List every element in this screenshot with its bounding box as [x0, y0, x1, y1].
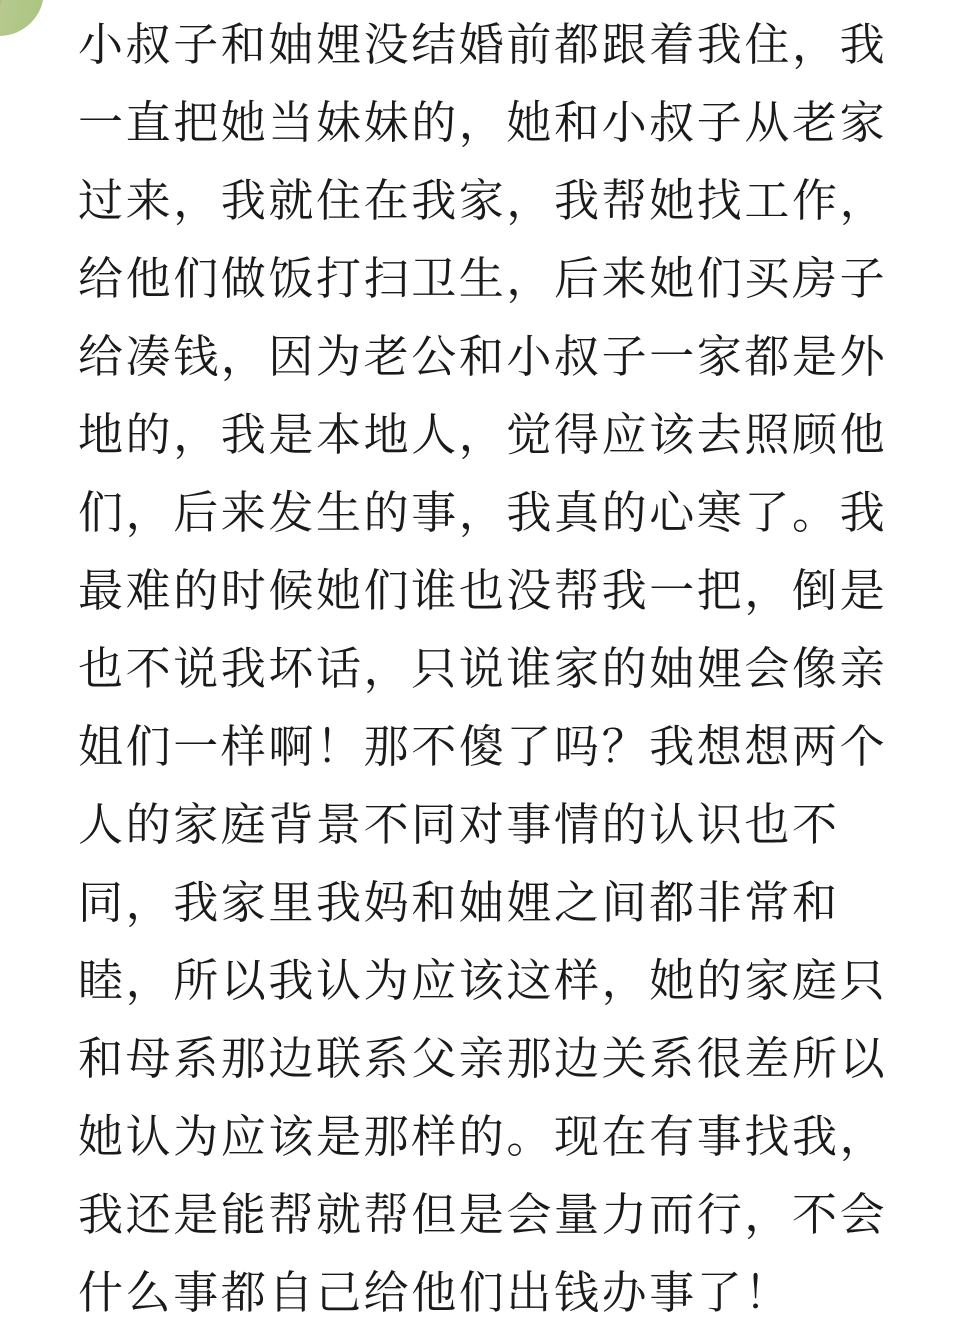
user-avatar[interactable] [0, 0, 44, 36]
comment-line: 一直把她当妹妹的，她和小叔子从老家 [78, 96, 888, 149]
comment-line: 人的家庭背景不同对事情的认识也不 [78, 798, 840, 851]
comment-line: 姐们一样啊！那不傻了吗？我想想两个 [78, 720, 888, 773]
comment-line: 什么事都自己给他们出钱办事了！ [78, 1266, 793, 1319]
comment-line: 同，我家里我妈和妯娌之间都非常和 [78, 876, 840, 929]
comment-line: 们，后来发生的事，我真的心寒了。我 [78, 486, 888, 539]
comment-line: 地的，我是本地人，觉得应该去照顾他 [78, 408, 888, 461]
comment-line: 我还是能帮就帮但是会量力而行，不会 [78, 1188, 888, 1241]
comment-line: 和母系那边联系父亲那边关系很差所以 [78, 1032, 888, 1085]
comment-line: 也不说我坏话，只说谁家的妯娌会像亲 [78, 642, 888, 695]
comment-line: 睦，所以我认为应该这样，她的家庭只 [78, 954, 888, 1007]
comment-text [78, 6, 958, 1332]
comment-line: 她认为应该是那样的。现在有事找我， [78, 1110, 888, 1163]
comment-line: 给他们做饭打扫卫生，后来她们买房子 [78, 252, 888, 305]
comment-line: 最难的时候她们谁也没帮我一把，倒是 [78, 564, 888, 617]
comment-line: 给凑钱，因为老公和小叔子一家都是外 [78, 330, 888, 383]
comment-line: 过来，我就住在我家，我帮她找工作， [78, 174, 888, 227]
comment-line: 小叔子和妯娌没结婚前都跟着我住，我 [78, 18, 888, 71]
